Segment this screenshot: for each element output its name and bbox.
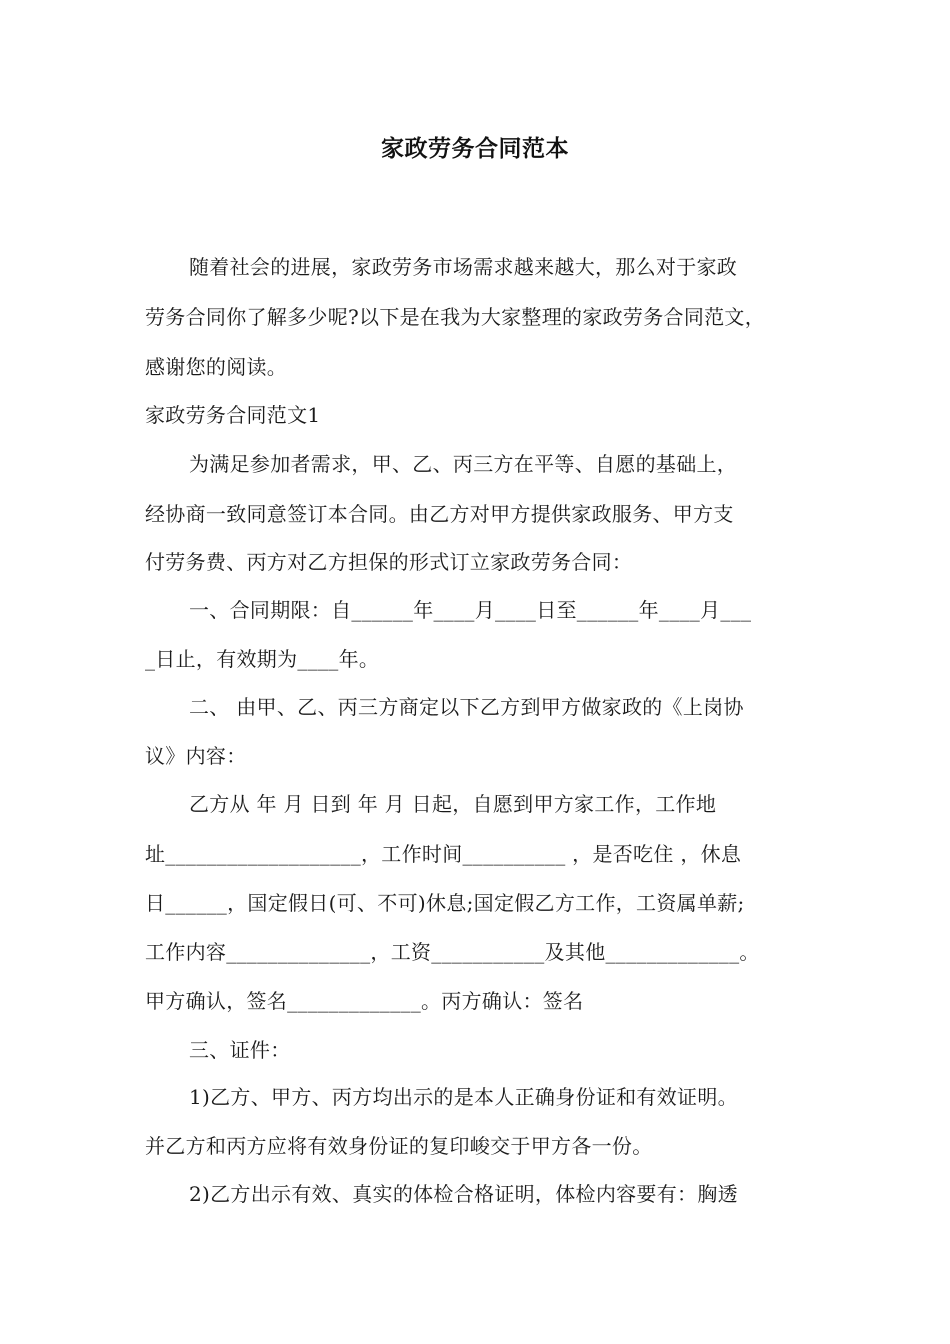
- document-title: 家政劳务合同范本: [381, 136, 569, 162]
- paragraph-line: 付劳务费、丙方对乙方担保的形式订立家政劳务合同：: [145, 550, 633, 574]
- signature-line: 甲方确认，签名_____________。丙方确认：签名: [145, 989, 584, 1013]
- clause-line: _日止，有效期为____年。: [145, 647, 380, 671]
- paragraph-line: 为满足参加者需求，甲、乙、丙三方在平等、自愿的基础上，: [189, 452, 738, 476]
- clause-line: 二、 由甲、乙、丙三方商定以下乙方到甲方做家政的《上岗协: [189, 695, 744, 719]
- clause-line: 日______，国定假日(可、不可)休息;国定假乙方工作，工资属单薪;: [145, 891, 745, 915]
- paragraph-line: 感谢您的阅读。: [145, 355, 288, 379]
- paragraph-line: 劳务合同你了解多少呢?以下是在我为大家整理的家政劳务合同范文，: [145, 305, 766, 329]
- clause-line: 1)乙方、甲方、丙方均出示的是本人正确身份证和有效证明。: [189, 1085, 738, 1109]
- clause-line: 并乙方和丙方应将有效身份证的复印峻交于甲方各一份。: [145, 1134, 653, 1158]
- clause-line: 议》内容：: [145, 744, 247, 768]
- clause-line: 一、合同期限：自______年____月____日至______年____月___: [189, 598, 752, 622]
- paragraph-line: 经协商一致同意签订本合同。由乙方对甲方提供家政服务、甲方支: [145, 502, 734, 526]
- paragraph-line: 随着社会的进展，家政劳务市场需求越来越大，那么对于家政: [189, 255, 738, 279]
- section-heading: 家政劳务合同范文1: [145, 403, 321, 427]
- clause-line: 三、证件：: [189, 1038, 291, 1062]
- clause-line: 乙方从 年 月 日到 年 月 日起，自愿到甲方家工作，工作地: [189, 792, 717, 816]
- clause-line: 址___________________，工作时间__________ ，是否吃住 ，休息: [145, 842, 742, 866]
- clause-line: 工作内容______________，工资___________及其他_____________。: [145, 940, 760, 964]
- clause-line: 2)乙方出示有效、真实的体检合格证明，体检内容要有：胸透: [189, 1182, 738, 1206]
